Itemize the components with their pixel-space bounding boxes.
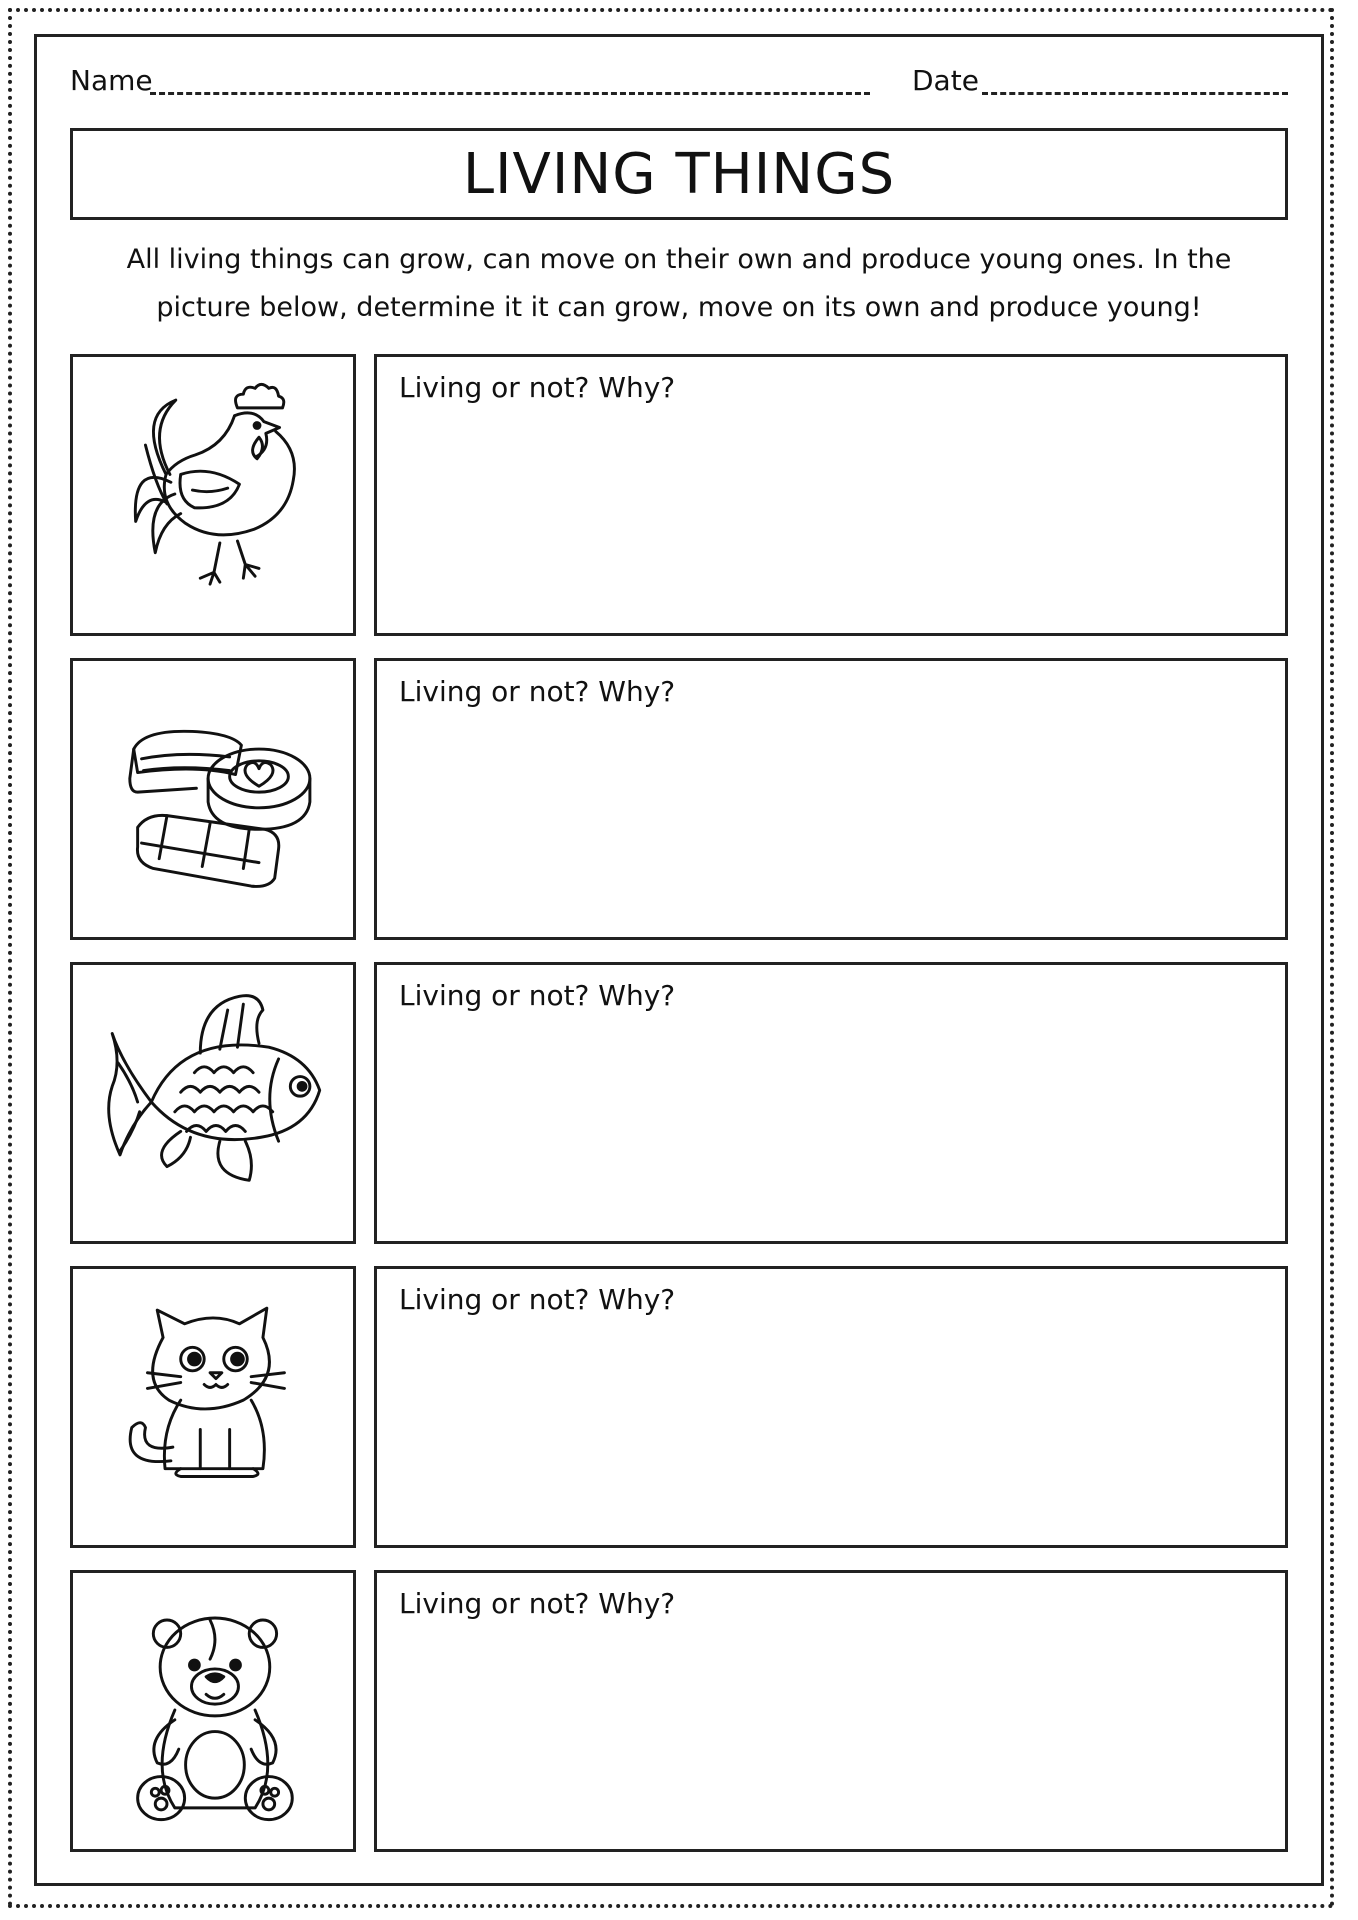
picture-box-teddy-bear <box>70 1570 356 1852</box>
answer-box-3[interactable] <box>374 962 1288 1244</box>
date-field[interactable] <box>982 92 1288 95</box>
answer-box-5[interactable] <box>374 1570 1288 1852</box>
rooster-icon <box>73 357 353 633</box>
answer-prompt: Living or not? Why? <box>399 675 676 708</box>
kitten-icon <box>73 1269 353 1545</box>
picture-box-candy <box>70 658 356 940</box>
answer-prompt: Living or not? Why? <box>399 371 676 404</box>
picture-box-rooster <box>70 354 356 636</box>
teddy-bear-icon <box>73 1573 353 1849</box>
date-label: Date <box>912 64 979 97</box>
answer-prompt: Living or not? Why? <box>399 979 676 1012</box>
name-label: Name <box>70 64 153 97</box>
answer-prompt: Living or not? Why? <box>399 1587 676 1620</box>
answer-prompt: Living or not? Why? <box>399 1283 676 1316</box>
answer-box-4[interactable] <box>374 1266 1288 1548</box>
instructions-text: All living things can grow, can move on their own and produce young ones. In the picture below, determine it it can grow, move on its own and produce young! <box>126 244 1232 323</box>
page-title: LIVING THINGS <box>70 128 1288 220</box>
picture-box-kitten <box>70 1266 356 1548</box>
fish-icon <box>73 965 353 1241</box>
candy-icon <box>73 661 353 937</box>
answer-box-2[interactable] <box>374 658 1288 940</box>
answer-box-1[interactable] <box>374 354 1288 636</box>
picture-box-fish <box>70 962 356 1244</box>
name-field[interactable] <box>150 92 870 95</box>
